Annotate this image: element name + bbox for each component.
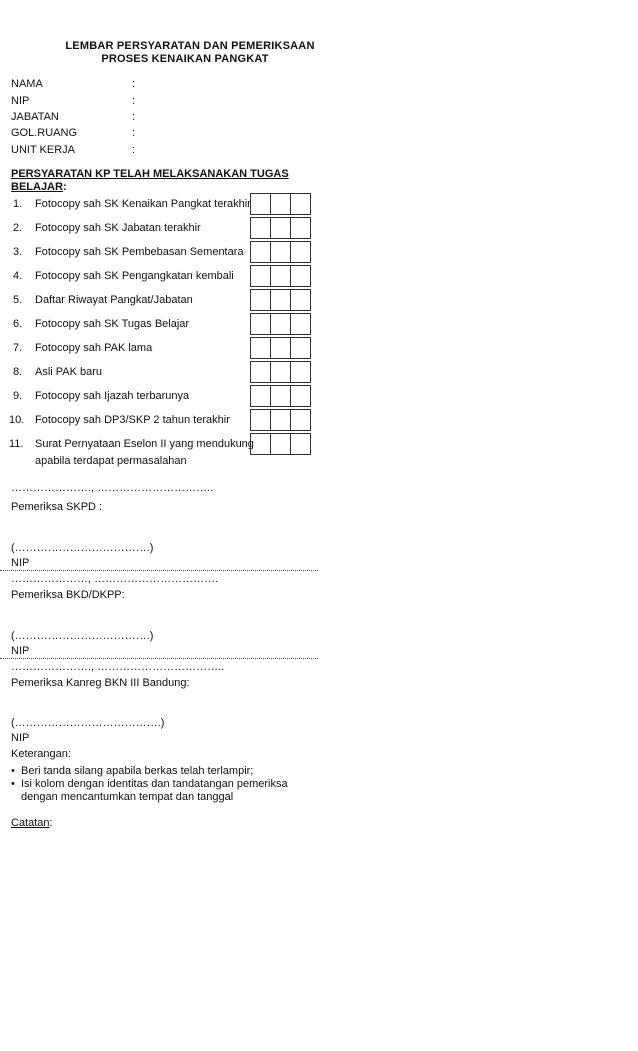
place-date-line: …………………., ………………………….. <box>11 482 214 494</box>
check-box[interactable] <box>251 194 271 214</box>
requirements-title-line1: PERSYARATAN KP TELAH MELAKSANAKAN TUGAS <box>11 168 289 180</box>
requirements-title <box>11 168 291 194</box>
requirements-title-line2: BELAJAR <box>11 181 63 193</box>
dotted-divider <box>0 658 318 659</box>
item-number: 11. <box>9 438 24 450</box>
item-number: 9. <box>13 390 23 402</box>
item-text: Fotocopy sah SK Kenaikan Pangkat terakhir <box>35 198 251 210</box>
check-box[interactable] <box>291 362 310 382</box>
examiner-role: Pemeriksa SKPD : <box>11 501 103 513</box>
check-box[interactable] <box>271 266 291 286</box>
item-number: 4. <box>13 270 23 282</box>
check-box[interactable] <box>251 314 271 334</box>
nip-label: NIP <box>11 645 30 657</box>
item-number: 3. <box>13 246 23 258</box>
signature-name-line: (……………………………….) <box>11 542 154 554</box>
item-number: 10. <box>9 414 25 426</box>
nip-label: NIP <box>11 732 30 744</box>
check-box[interactable] <box>251 386 271 406</box>
notes-bullet <box>11 778 288 790</box>
bullet-icon: • <box>11 778 15 790</box>
document-title-line2: PROSES KENAIKAN PANGKAT <box>101 53 269 65</box>
item-number: 1. <box>13 198 23 210</box>
item-text: Fotocopy sah Ijazah terbarunya <box>35 390 190 402</box>
check-box[interactable] <box>251 242 271 262</box>
field-label: NAMA <box>11 78 43 90</box>
bullet-icon: • <box>11 765 15 777</box>
check-box[interactable] <box>271 362 291 382</box>
check-box[interactable] <box>271 434 291 454</box>
check-boxes[interactable] <box>250 241 311 263</box>
check-box[interactable] <box>251 290 271 310</box>
notes-bullet-continued: dengan mencantumkan tempat dan tanggal <box>21 791 234 803</box>
check-boxes[interactable] <box>250 217 311 239</box>
item-text: Fotocopy sah SK Pengangkatan kembali <box>35 270 234 282</box>
check-box[interactable] <box>251 434 271 454</box>
bullet-text: Isi kolom dengan identitas dan tandatangan pemeriksa <box>21 778 288 790</box>
check-box[interactable] <box>271 338 291 358</box>
check-boxes[interactable] <box>250 289 311 311</box>
field-colon: : <box>132 95 136 107</box>
check-boxes[interactable] <box>250 361 311 383</box>
item-text: Fotocopy sah SK Jabatan terakhir <box>35 222 201 234</box>
check-box[interactable] <box>271 194 291 214</box>
requirements-title-suffix: : <box>62 181 67 193</box>
item-number: 5. <box>13 294 23 306</box>
item-text: Fotocopy sah PAK lama <box>35 342 153 354</box>
signature-name-line: (……………………………….) <box>11 630 154 642</box>
check-box[interactable] <box>291 290 310 310</box>
check-box[interactable] <box>251 218 271 238</box>
check-box[interactable] <box>291 194 310 214</box>
place-date-line: …………………., …………………………….. <box>11 661 225 673</box>
item-text: Fotocopy sah SK Pembebasan Sementara <box>35 246 244 258</box>
check-boxes[interactable] <box>250 337 311 359</box>
check-boxes[interactable] <box>250 409 311 431</box>
examiner-role: Pemeriksa BKD/DKPP: <box>11 589 125 601</box>
field-label: NIP <box>11 95 30 107</box>
check-box[interactable] <box>291 338 310 358</box>
check-boxes[interactable] <box>250 385 311 407</box>
bullet-text: Beri tanda silang apabila berkas telah terlampir; <box>21 765 254 777</box>
check-box[interactable] <box>271 218 291 238</box>
item-text: Asli PAK baru <box>35 366 103 378</box>
item-text: Fotocopy sah DP3/SKP 2 tahun terakhir <box>35 414 230 426</box>
examiner-role: Pemeriksa Kanreg BKN III Bandung: <box>11 677 190 689</box>
item-text: Fotocopy sah SK Tugas Belajar <box>35 318 190 330</box>
check-box[interactable] <box>271 410 291 430</box>
nip-label: NIP <box>11 557 30 569</box>
item-text-continued: apabila terdapat permasalahan <box>35 455 187 467</box>
field-colon: : <box>132 111 136 123</box>
check-boxes[interactable] <box>250 193 311 215</box>
field-colon: : <box>132 144 136 156</box>
item-text: Daftar Riwayat Pangkat/Jabatan <box>35 294 193 306</box>
field-colon: : <box>132 78 136 90</box>
check-box[interactable] <box>291 314 310 334</box>
notes-title: Keterangan: <box>11 748 71 760</box>
check-box[interactable] <box>291 218 310 238</box>
catatan-label <box>11 817 53 829</box>
check-boxes[interactable] <box>250 313 311 335</box>
place-date-line: …………………, ……………………………. <box>11 573 219 585</box>
item-text: Surat Pernyataan Eselon II yang mendukung <box>35 438 254 450</box>
check-box[interactable] <box>271 314 291 334</box>
catatan-text: Catatan <box>11 817 50 829</box>
check-box[interactable] <box>271 386 291 406</box>
document-title-line1: LEMBAR PERSYARATAN DAN PEMERIKSAAN <box>65 40 315 52</box>
check-boxes[interactable] <box>250 433 311 455</box>
field-colon: : <box>132 127 136 139</box>
check-box[interactable] <box>271 290 291 310</box>
dotted-divider <box>0 570 318 571</box>
item-number: 7. <box>13 342 23 354</box>
field-label: GOL.RUANG <box>11 127 78 139</box>
check-box[interactable] <box>251 266 271 286</box>
check-box[interactable] <box>251 338 271 358</box>
catatan-suffix: : <box>49 817 53 829</box>
check-box[interactable] <box>291 434 310 454</box>
field-label: JABATAN <box>11 111 59 123</box>
check-boxes[interactable] <box>250 265 311 287</box>
item-number: 8. <box>13 366 23 378</box>
item-number: 2. <box>13 222 23 234</box>
signature-name-line: (………………………………….) <box>11 717 165 729</box>
check-box[interactable] <box>291 410 310 430</box>
notes-bullet <box>11 765 253 777</box>
field-label: UNIT KERJA <box>11 144 75 156</box>
check-box[interactable] <box>291 242 310 262</box>
check-box[interactable] <box>291 266 310 286</box>
check-box[interactable] <box>251 362 271 382</box>
check-box[interactable] <box>251 410 271 430</box>
item-number: 6. <box>13 318 23 330</box>
check-box[interactable] <box>291 386 310 406</box>
check-box[interactable] <box>271 242 291 262</box>
